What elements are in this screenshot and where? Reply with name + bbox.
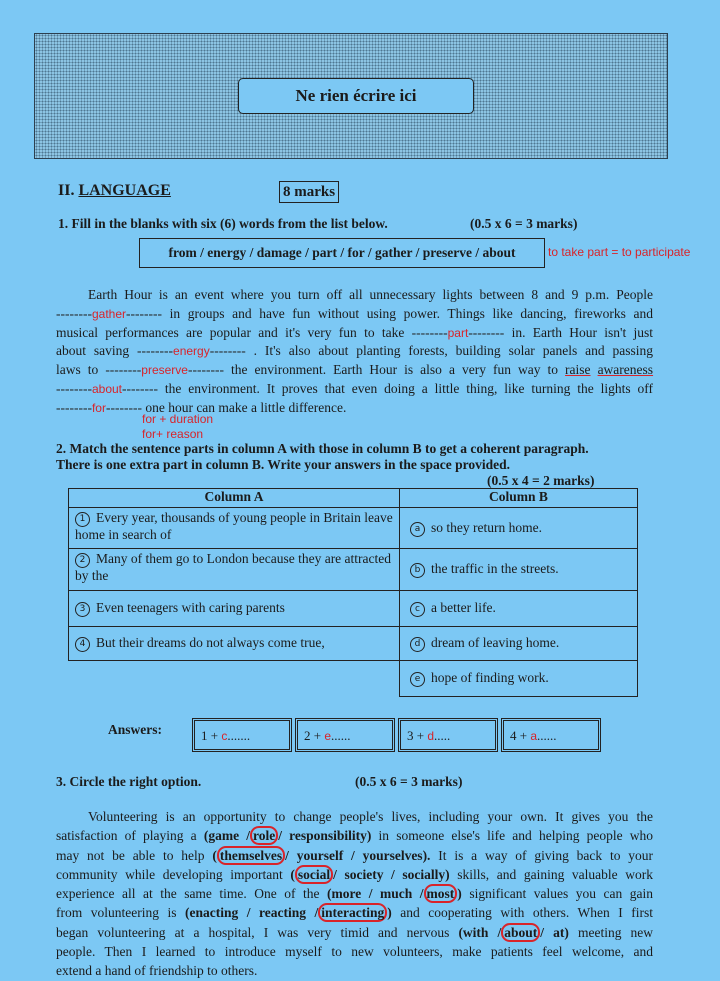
circled-option: most — [424, 884, 458, 903]
circled-option: about — [501, 923, 540, 942]
column-b-item: e hope of finding work. — [400, 661, 638, 697]
note-take-part: to take part = to participate — [548, 245, 691, 259]
q3-line-6: from volunteering is (enacting / reacting / interacting ) and cooperating with others. When I first — [56, 905, 654, 921]
q1-marks: (0.5 x 6 = 3 marks) — [470, 216, 578, 231]
q1-line-7: --------for-------- one hour can make a little difference. — [56, 399, 347, 415]
section-marks: 8 marks — [279, 181, 339, 203]
do-not-write-label: Ne rien écrire ici — [238, 78, 474, 114]
option-group-5[interactable]: (enacting / reacting / interacting ) — [184, 905, 392, 921]
answer-box-3[interactable]: 3 + d..... — [400, 720, 496, 750]
q3-line-3: may not be able to help ( themselves / yourself / yourselves). It is a way of giving back to your — [56, 847, 654, 863]
q3-line-1: Volunteering is an opportunity to change people's lives, including your own. It gives you the — [88, 809, 653, 824]
item-number: 1 — [75, 512, 90, 527]
blank-2[interactable]: --------part-------- — [411, 324, 505, 340]
item-number: 3 — [75, 602, 90, 617]
column-a-header: Column A — [69, 489, 400, 508]
q2-marks: (0.5 x 4 = 2 marks) — [487, 473, 595, 488]
q3-text — [56, 807, 653, 981]
circled-option: social — [295, 865, 333, 884]
item-letter: c — [410, 602, 425, 617]
q3-marks: (0.5 x 6 = 3 marks) — [355, 774, 463, 789]
q3-line-8: people. Then I learned to introduce myself to new volunteers, make patients feel welcome, and — [56, 944, 653, 960]
column-a-item: 4 But their dreams do not always come true, — [69, 627, 400, 661]
item-letter: b — [410, 563, 425, 578]
column-a-item: 3 Even teenagers with caring parents — [69, 591, 400, 627]
column-b-item: b the traffic in the streets. — [400, 549, 638, 591]
blank-6[interactable]: --------for-------- — [56, 399, 142, 415]
item-letter: a — [410, 522, 425, 537]
section-title — [58, 182, 171, 200]
q2-instruction-1: 2. Match the sentence parts in column A with those in column B to get a coherent paragraph. — [56, 441, 589, 456]
circled-option: role — [250, 826, 278, 845]
blank-4[interactable]: --------preserve-------- — [105, 362, 224, 378]
column-a-item: 1 Every year, thousands of young people in Britain leave home in search of — [69, 508, 400, 549]
note-for-duration: for + duration — [142, 412, 214, 426]
item-letter: d — [410, 637, 425, 652]
item-number: 4 — [75, 637, 90, 652]
q3-line-7: began volunteering at a hospital, I was very timid and nervous (with / about / at) meeting new — [56, 924, 654, 940]
column-b-header: Column B — [400, 489, 638, 508]
q1-line-5: laws to --------preserve-------- the environment. Earth Hour is also a very fun way to raise awareness — [56, 362, 654, 378]
q3-line-4: community while developing important ( social / society / socially) skills, and gaining valuable work — [56, 866, 654, 882]
q3-instruction: 3. Circle the right option. — [56, 774, 202, 789]
column-a-item: 2 Many of them go to London because they are attracted by the — [69, 549, 400, 591]
q2-instruction-2: There is one extra part in column B. Write your answers in the space provided. — [56, 457, 511, 472]
blank-5[interactable]: --------about-------- — [56, 380, 158, 396]
q1-line-3: musical performances are popular and it's very fun to take --------part-------- in. Earth Hour isn't just — [56, 324, 654, 340]
empty-cell — [69, 661, 400, 697]
matching-table — [68, 488, 638, 697]
q1-line-2: --------gather-------- in groups and have fun without using power. Things like dancing, fireworks and — [56, 305, 653, 321]
column-b-item: c a better life. — [400, 591, 638, 627]
q1-text — [56, 286, 653, 418]
q1-word-list: from / energy / damage / part / for / gather / preserve / about — [139, 238, 545, 268]
column-b-item: d dream of leaving home. — [400, 627, 638, 661]
note-for-reason: for+ reason — [142, 427, 204, 441]
option-group-2[interactable]: ( themselves / yourself / yourselves). — [212, 847, 431, 863]
option-group-3[interactable]: ( social / society / socially) — [290, 866, 450, 882]
q1-instruction: 1. Fill in the blanks with six (6) words from the list below. — [58, 216, 388, 231]
q1-line-1: Earth Hour is an event where you turn off all unnecessary lights between 8 and 9 p.m. People — [88, 287, 653, 302]
answer-box-2[interactable]: 2 + e...... — [297, 720, 393, 750]
section-number: II. — [58, 182, 75, 199]
q3-line-2: satisfaction of playing a (game / role / responsibility) in someone else's life and helping people who — [56, 828, 653, 844]
answer-box-4[interactable]: 4 + a...... — [503, 720, 599, 750]
answers-label: Answers: — [108, 722, 162, 737]
answer-box-1[interactable]: 1 + c....... — [194, 720, 290, 750]
q3-line-9: extend a hand of friendship to others. — [56, 963, 258, 979]
column-b-item: a so they return home. — [400, 508, 638, 549]
item-number: 2 — [75, 553, 90, 568]
circled-option: themselves — [217, 846, 285, 865]
option-group-1[interactable]: (game / role / responsibility) — [203, 828, 372, 844]
q1-line-4: about saving --------energy-------- . It's also about planting forests, building solar panels and passing — [56, 343, 653, 359]
item-letter: e — [410, 672, 425, 687]
section-name: LANGUAGE — [78, 182, 171, 199]
blank-1[interactable]: --------gather-------- — [56, 305, 162, 321]
q3-line-5: experience all at the same time. One of the (more / much / most ) significant values you can gain — [56, 886, 654, 902]
option-group-4[interactable]: (more / much / most ) — [327, 886, 462, 902]
option-group-6[interactable]: (with / about / at) — [458, 924, 569, 940]
blank-3[interactable]: --------energy-------- — [137, 343, 246, 359]
q1-line-6: --------about-------- the environment. It proves that even doing a little thing, like turning the lights off — [56, 380, 653, 396]
circled-option: interacting — [318, 903, 387, 922]
